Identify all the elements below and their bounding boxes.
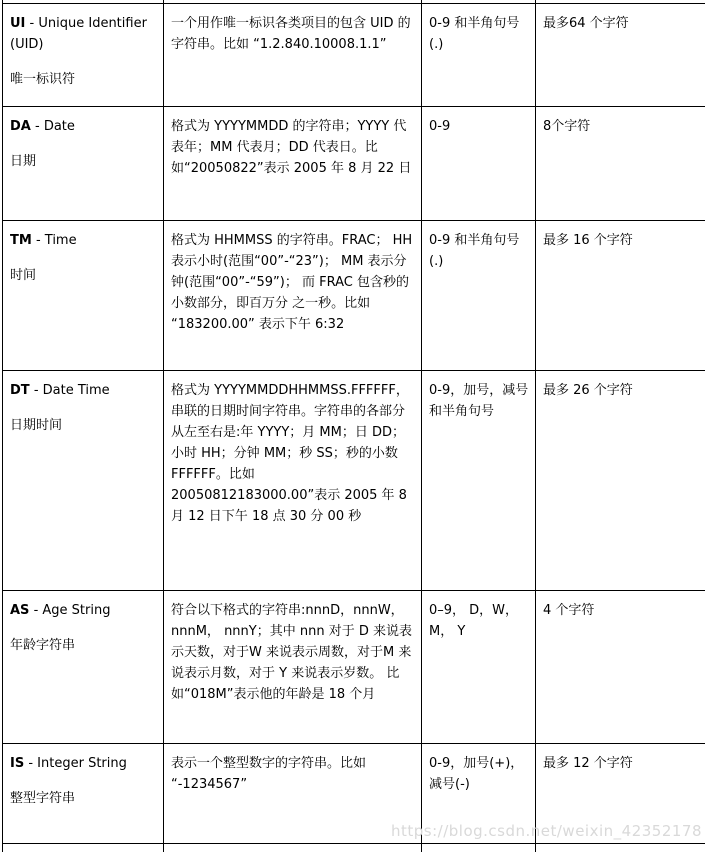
type-code: TM bbox=[10, 233, 32, 248]
type-cn-name: 年龄字符串 bbox=[10, 638, 76, 653]
type-name: - Integer String bbox=[28, 756, 127, 771]
type-cell bbox=[3, 591, 164, 744]
type-cell bbox=[3, 221, 164, 371]
empty-cell bbox=[164, 844, 422, 852]
charset-cell: 0-9 和半角句号(.) bbox=[422, 221, 536, 371]
type-cell bbox=[3, 107, 164, 221]
empty-cell bbox=[3, 844, 164, 852]
type-cn-name: 时间 bbox=[10, 268, 37, 283]
type-cn-name: 整型字符串 bbox=[10, 791, 76, 806]
charset-cell: 0–9， D，W，M， Y bbox=[422, 591, 536, 744]
type-title bbox=[10, 116, 157, 137]
charset-cell: 0-9 bbox=[422, 107, 536, 221]
type-code: IS bbox=[10, 756, 25, 771]
length-cell: 最多 26 个字符 bbox=[536, 371, 705, 591]
type-name: - Date bbox=[35, 119, 75, 134]
type-name: - Unique Identifier (UID) bbox=[10, 16, 147, 52]
table-row-ui bbox=[3, 4, 705, 107]
type-name: - Time bbox=[35, 233, 77, 248]
empty-cell bbox=[536, 844, 705, 852]
type-title bbox=[10, 13, 157, 55]
length-cell: 最多 16 个字符 bbox=[536, 221, 705, 371]
type-cn-name: 日期 bbox=[10, 154, 37, 169]
type-title bbox=[10, 380, 157, 401]
type-name: - Date Time bbox=[33, 383, 110, 398]
type-code: AS bbox=[10, 603, 30, 618]
charset-cell: 0-9，加号(+)，减号(-) bbox=[422, 744, 536, 844]
type-code: DA bbox=[10, 119, 31, 134]
type-code: UI bbox=[10, 16, 26, 31]
type-title bbox=[10, 753, 157, 774]
description-cell: 一个用作唯一标识各类项目的包含 UID 的字符串。比如 “1.2.840.10008.1.1” bbox=[164, 4, 422, 107]
type-cell bbox=[3, 744, 164, 844]
length-cell: 4 个字符 bbox=[536, 591, 705, 744]
type-title bbox=[10, 600, 157, 621]
table-row-da bbox=[3, 107, 705, 221]
type-code: DT bbox=[10, 383, 30, 398]
table-row-dt bbox=[3, 371, 705, 591]
type-cn-name: 唯一标识符 bbox=[10, 72, 76, 87]
table-row-tm bbox=[3, 221, 705, 371]
description-cell: 格式为 YYYYMMDDHHMMSS.FFFFFF，串联的日期时间字符串。字符串的各部分从左至右是:年 YYYY；月 MM；日 DD；小时 HH；分钟 MM；秒 SS；秒的小数 FFFFFF。比如 20050812183000.00”表示 2005 年 8 月 12 日下午 18 点 30 分 00 秒 bbox=[164, 371, 422, 591]
length-cell: 最多 12 个字符 bbox=[536, 744, 705, 844]
description-cell: 格式为 YYYYMMDD 的字符串；YYYY 代表年；MM 代表月；DD 代表日。比 如“20050822”表示 2005 年 8 月 22 日 bbox=[164, 107, 422, 221]
length-cell: 最多64 个字符 bbox=[536, 4, 705, 107]
partial-row-bottom bbox=[3, 844, 705, 852]
charset-cell: 0-9，加号，减号和半角句号 bbox=[422, 371, 536, 591]
empty-cell bbox=[422, 844, 536, 852]
type-cn-name: 日期时间 bbox=[10, 418, 63, 433]
description-cell: 表示一个整型数字的字符串。比如 “-1234567” bbox=[164, 744, 422, 844]
data-types-table bbox=[2, 0, 705, 852]
csdn-watermark: https://blog.csdn.net/weixin_42352178 bbox=[390, 822, 702, 840]
description-cell: 格式为 HHMMSS 的字符串。FRAC； HH 表示小时(范围“00”-“23”)； MM 表示分钟(范围“00”-“59”)； 而 FRAC 包含秒的小数部分，即百万分 之一秒。比如 “183200.00” 表示下午 6:32 bbox=[164, 221, 422, 371]
description-cell: 符合以下格式的字符串:nnnD，nnnW， nnnM， nnnY；其中 nnn 对于 D 来说表示天数，对于W 来说表示周数，对于M 来说表示月数，对于 Y 来说表示岁数。 比如“018M”表示他的年龄是 18 个月 bbox=[164, 591, 422, 744]
table-row-as bbox=[3, 591, 705, 744]
length-cell: 8个字符 bbox=[536, 107, 705, 221]
type-cell bbox=[3, 371, 164, 591]
charset-cell: 0-9 和半角句号(.) bbox=[422, 4, 536, 107]
type-cell bbox=[3, 4, 164, 107]
type-name: - Age String bbox=[33, 603, 111, 618]
type-title bbox=[10, 230, 157, 251]
